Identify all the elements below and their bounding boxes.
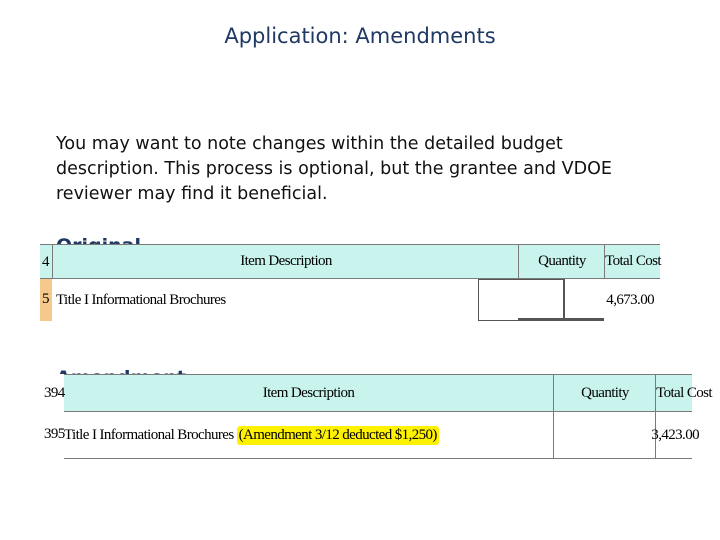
row-number: 395	[44, 426, 65, 442]
amendment-data-row	[44, 412, 699, 459]
column-header-quantity: Quantity	[518, 245, 605, 278]
original-data-row	[42, 279, 660, 321]
amendment-label	[56, 364, 206, 374]
column-header-item-description: Item Description	[262, 384, 355, 401]
item-description-cell	[52, 279, 518, 321]
column-header-total-cost: Total Cost	[604, 245, 661, 278]
column-header-item-description: Item Description	[52, 245, 519, 278]
cell-border	[518, 318, 604, 321]
slide-title: Application: Amendments	[224, 24, 496, 48]
original-header-row	[40, 244, 660, 279]
total-cost-cell: 3,423.00	[655, 412, 711, 458]
quantity-cell	[553, 412, 655, 458]
amendment-note-highlight: (Amendment 3/12 deducted $1,250)	[238, 426, 437, 443]
original-sheet	[40, 244, 660, 321]
quantity-cell	[478, 279, 564, 321]
column-header-quantity: Quantity	[553, 375, 656, 411]
row-number: 394	[44, 385, 65, 401]
item-description-text: Title I Informational Brochures	[64, 426, 234, 443]
item-description-text: Title I Informational Brochures	[56, 291, 226, 308]
total-cost-cell: 4,673.00	[564, 279, 660, 321]
row-number: 4	[42, 254, 49, 270]
amendment-sheet	[44, 374, 712, 462]
original-label	[56, 232, 196, 244]
row-number: 5	[42, 291, 49, 307]
slide-body-text: You may want to note changes within the detailed budget description. This process is optional, but the grantee and VDOE reviewer may find it beneficial.	[56, 134, 612, 204]
column-header-total-cost: Total Cost	[655, 375, 712, 411]
amendment-header-row	[44, 374, 712, 412]
item-description-cell	[64, 412, 553, 458]
